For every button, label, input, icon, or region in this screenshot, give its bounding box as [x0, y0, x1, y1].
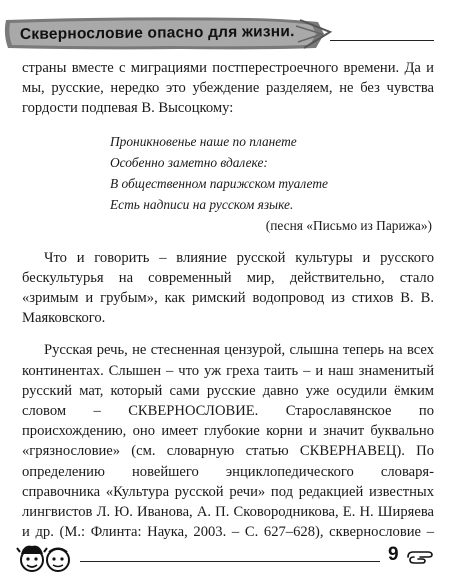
- poem-line: Особенно заметно вдалеке:: [110, 154, 268, 170]
- poem-line: Есть надписи на русском языке.: [110, 196, 294, 212]
- footer-rule: [80, 561, 380, 562]
- page-footer: [0, 540, 452, 580]
- two-faces-icon: [16, 540, 74, 576]
- poem-line: В общественном парижском туалете: [110, 175, 328, 191]
- pointing-hand-icon: [406, 548, 434, 566]
- chapter-header: [0, 14, 452, 54]
- header-rule: [330, 40, 434, 41]
- poem-quote: [110, 131, 434, 236]
- page-content: [22, 58, 434, 563]
- paragraph-3: Русская речь, не стесненная цензурой, слышна теперь на всех континентах. Слышен – что уж греха таить – и наш знаменитый русский мат, который сами русские давно уже осудили ёмким словом – СКВЕРНОСЛОВИЕ. Старославянское по происхождению, оно имеет глубокие корни и значит буквально «грязнословие» (см. словарную статью СКВЕРНАВЕЦ). По определению новейшего энциклопедического словаря-справочника «Культура русской речи» под редакцией известных лингвистов Л. Ю. Иванова, А. П. Сковородникова, Е. Н. Ширяева и др. (М.: Флинта: Наука, 2003. – С. 627–628), сквернословие –: [22, 342, 434, 541]
- paragraph-continued: страны вместе с миграциями постперестроечного времени. Да и мы, русские, нередко это убеждение разделяем, не без чувства гордости подпевая В. Высоцкому:: [22, 60, 434, 117]
- poem-line: Проникновенье наше по планете: [110, 133, 297, 149]
- paragraph-2: Что и говорить – влияние русской культуры и русского бескультурья на современный мир, действительно, стало «зримым и грубым», как римский водопровод из стихов В. В. Маяковского.: [22, 249, 434, 327]
- poem-attribution: (песня «Письмо из Парижа»): [265, 217, 432, 233]
- header-title: Сквернословие опасно для жизни.: [19, 23, 295, 43]
- page-number: 9: [388, 544, 399, 565]
